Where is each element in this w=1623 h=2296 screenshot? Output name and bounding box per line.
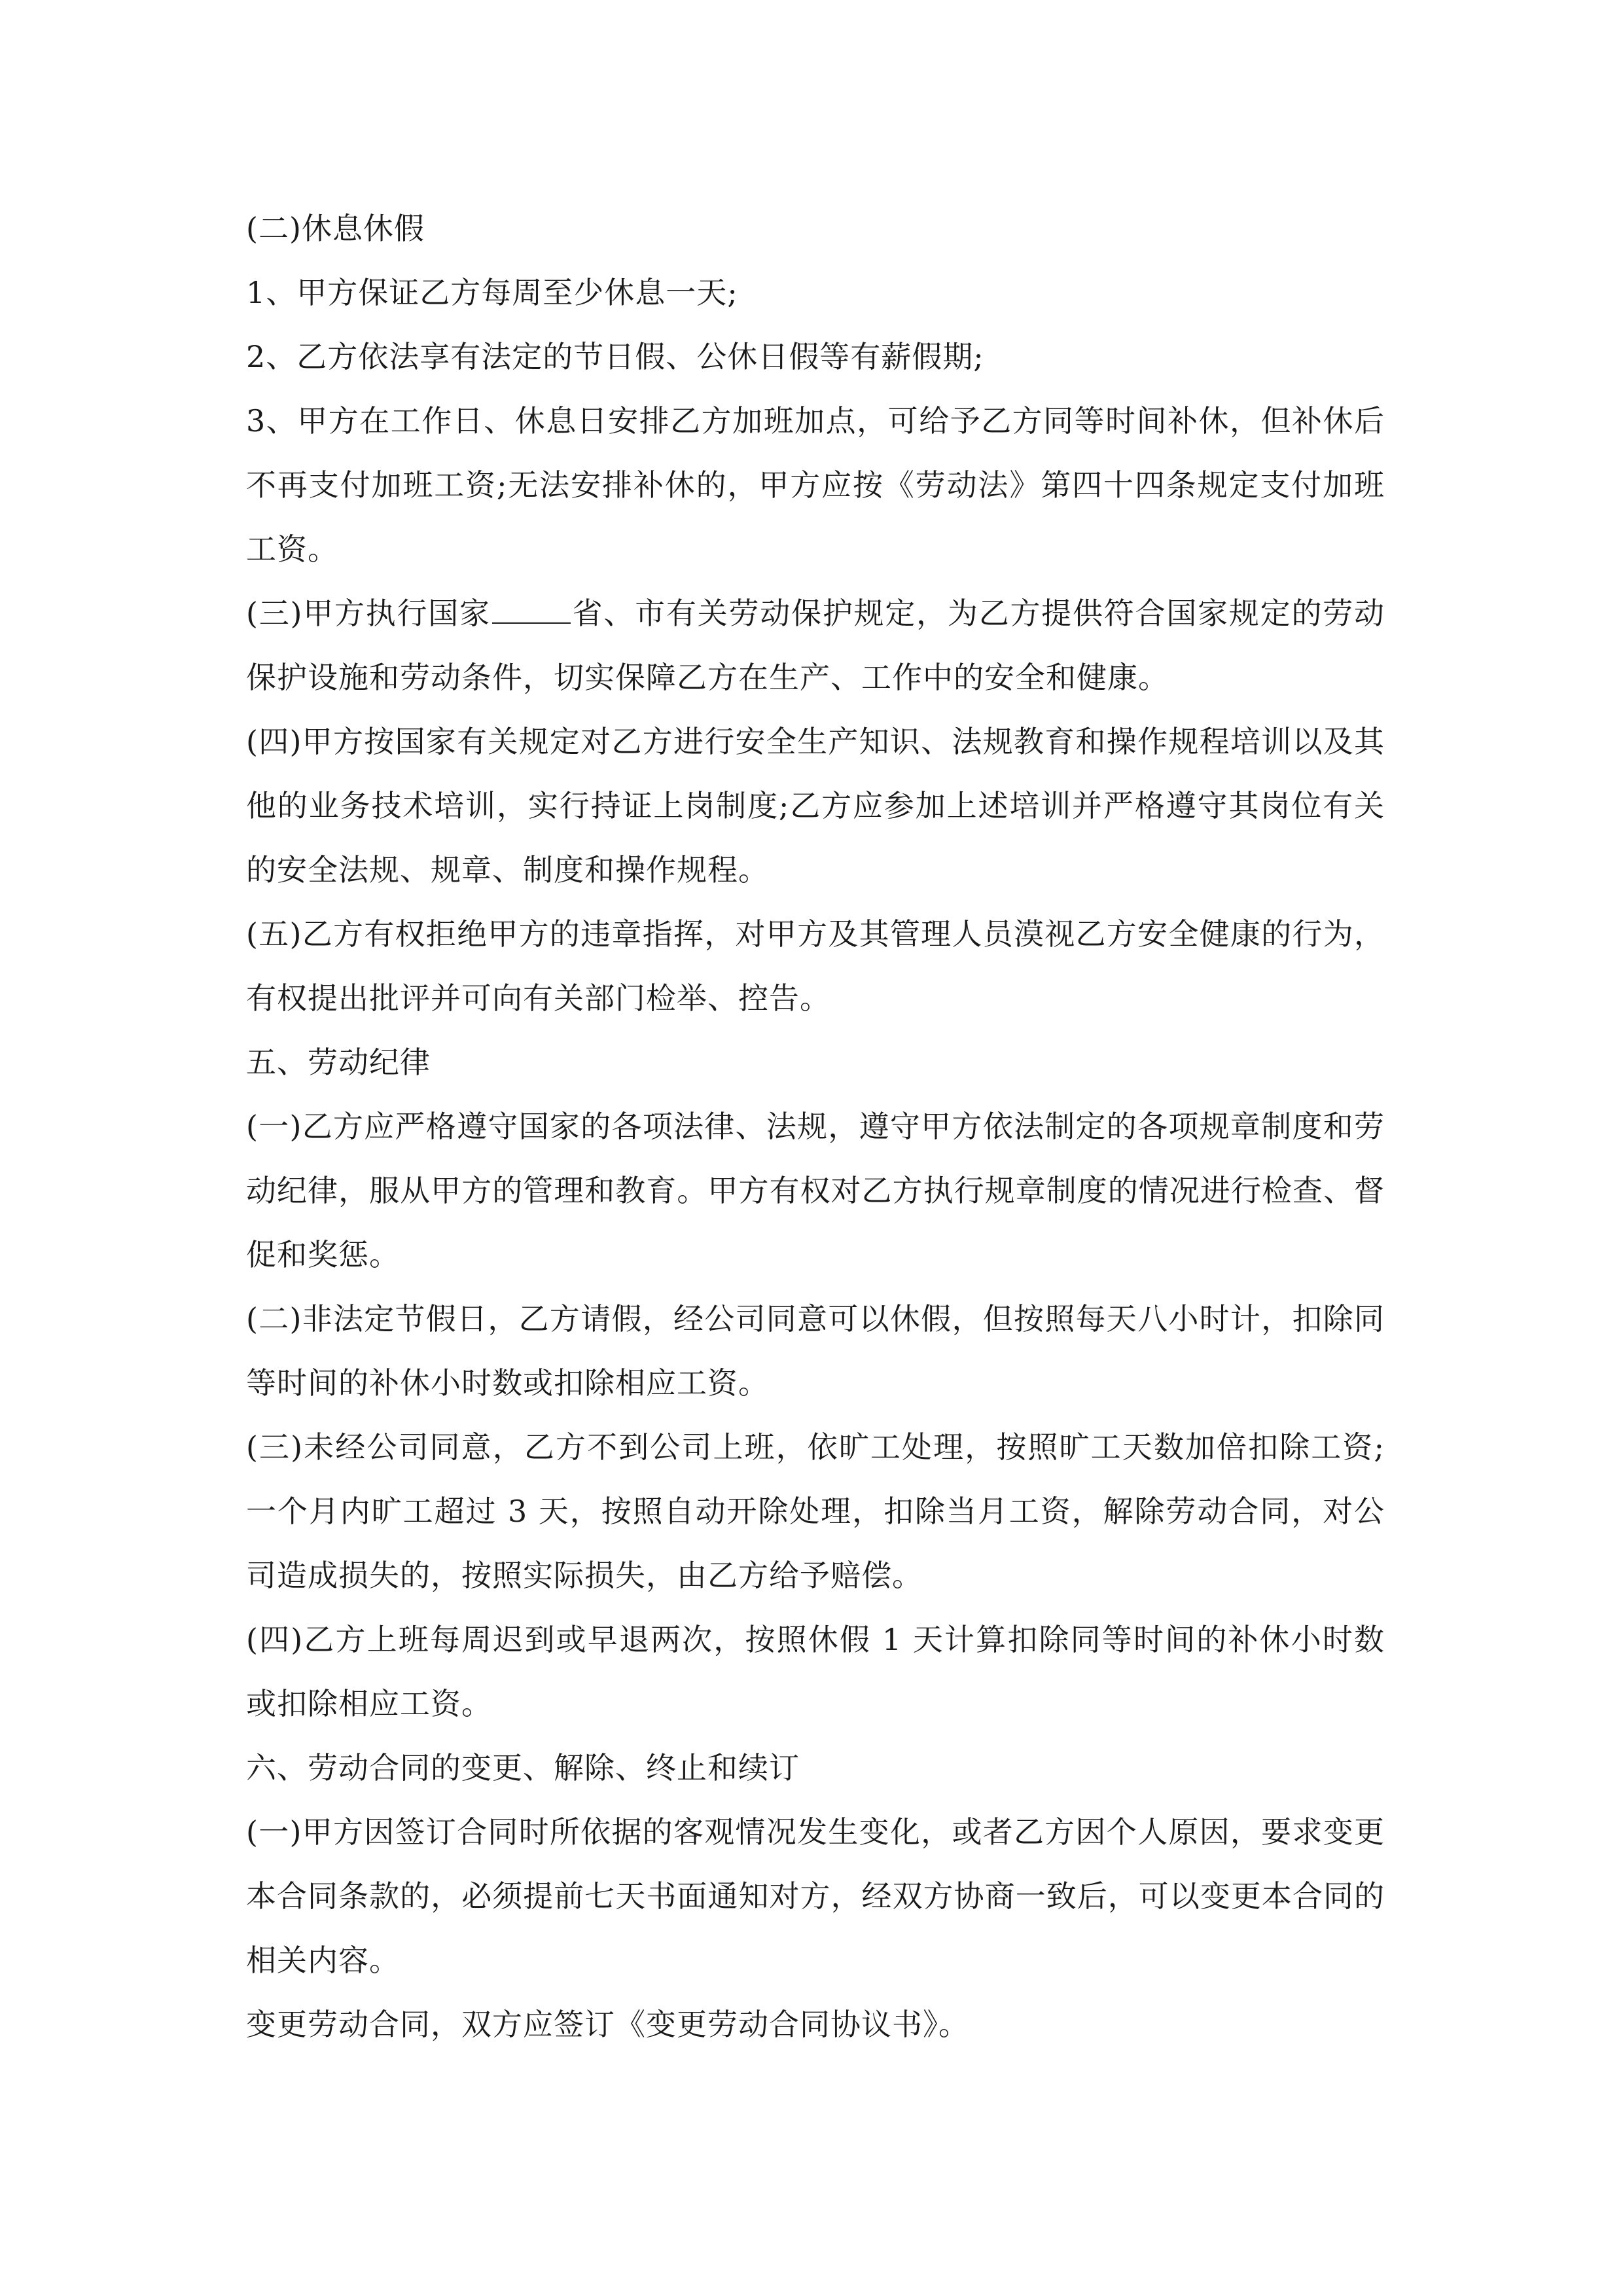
paragraph-leave-request: (二)非法定节假日，乙方请假，经公司同意可以休假，但按照每天八小时计，扣除同等时间的补休小时数或扣除相应工资。 xyxy=(246,1301,1385,1401)
paragraph-rest-leave-heading: (二)休息休假 xyxy=(246,211,425,246)
fill-in-blank xyxy=(492,596,571,624)
section-heading-labor-discipline: 五、劳动纪律 xyxy=(246,1045,431,1080)
paragraph-weekly-rest: 1、甲方保证乙方每周至少休息一天; xyxy=(246,275,738,310)
section-heading-contract-changes: 六、劳动合同的变更、解除、终止和续订 xyxy=(246,1750,800,1785)
paragraph-safety-training: (四)甲方按国家有关规定对乙方进行安全生产知识、法规教育和操作规程培训以及其他的业务技术培训，实行持证上岗制度;乙方应参加上述培训并严格遵守其岗位有关的安全法规、规章、制度和操作规程。 xyxy=(246,724,1385,888)
paragraph-lateness: (四)乙方上班每周迟到或早退两次，按照休假 1 天计算扣除同等时间的补休小时数或扣除相应工资。 xyxy=(246,1622,1385,1721)
paragraph-contract-modification: (一)甲方因签订合同时所依据的客观情况发生变化，或者乙方因个人原因，要求变更本合同条款的，必须提前七天书面通知对方，经双方协商一致后，可以变更本合同的相关内容。 xyxy=(246,1814,1385,1978)
paragraph-labor-protection-rest: 省、市有关劳动保护规定，为乙方提供符合国家规定的劳动保护设施和劳动条件，切实保障乙方在生产、工作中的安全和健康。 xyxy=(246,596,1385,695)
paragraph-obey-regulations: (一)乙方应严格遵守国家的各项法律、法规，遵守甲方依法制定的各项规章制度和劳动纪律，服从甲方的管理和教育。甲方有权对乙方执行规章制度的情况进行检查、督促和奖惩。 xyxy=(246,1109,1385,1272)
paragraph-labor-protection xyxy=(246,581,1385,709)
paragraph-labor-protection-start: (三)甲方执行国家 xyxy=(246,596,491,631)
paragraph-overtime-compensation: 3、甲方在工作日、休息日安排乙方加班加点，可给予乙方同等时间补休，但补休后不再支付加班工资;无法安排补休的，甲方应按《劳动法》第四十四条规定支付加班工资。 xyxy=(246,403,1385,567)
document-body xyxy=(246,196,1385,2056)
paragraph-right-to-refuse: (五)乙方有权拒绝甲方的违章指挥，对甲方及其管理人员漠视乙方安全健康的行为，有权提出批评并可向有关部门检举、控告。 xyxy=(246,916,1385,1016)
paragraph-absenteeism: (三)未经公司同意，乙方不到公司上班，依旷工处理，按照旷工天数加倍扣除工资;一个月内旷工超过 3 天，按照自动开除处理，扣除当月工资，解除劳动合同，对公司造成损失的，按照实际损失，由乙方给予赔偿。 xyxy=(246,1429,1385,1593)
paragraph-modification-agreement: 变更劳动合同，双方应签订《变更劳动合同协议书》。 xyxy=(246,2007,969,2042)
paragraph-paid-holidays: 2、乙方依法享有法定的节日假、公休日假等有薪假期; xyxy=(246,339,984,374)
